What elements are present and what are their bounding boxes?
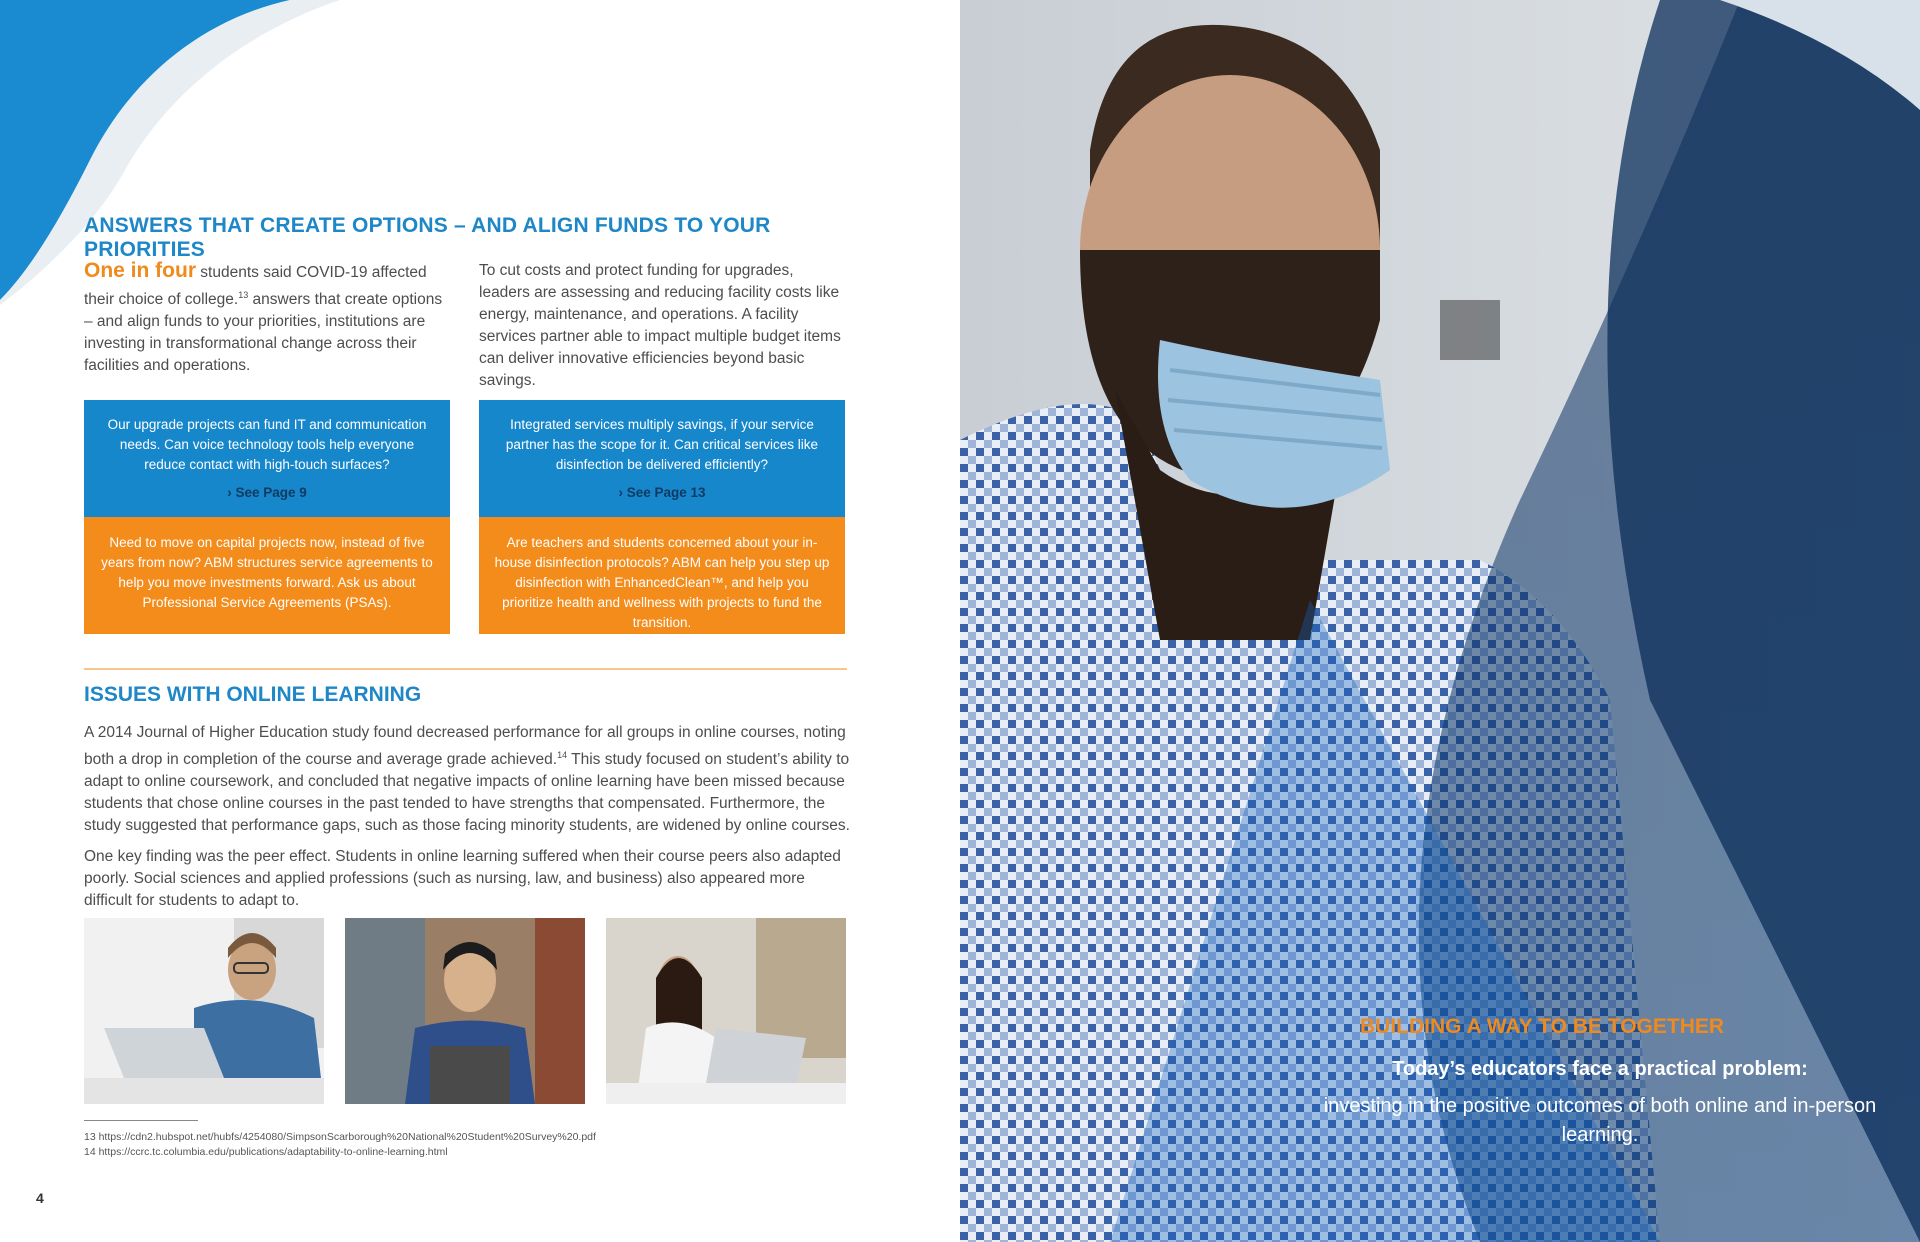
see-page-9-link[interactable]: › See Page 9 [227, 485, 307, 500]
hero-photo-masked-man [960, 0, 1920, 1242]
online-learning-paragraph-2: One key finding was the peer effect. Students in online learning suffered when their course peers also adapted poorly. Social sciences and applied professions (such as nursing, law, and business) also appeared more difficult for students to adapt to. [84, 848, 841, 909]
right-page-hero [960, 0, 1920, 1242]
intro-column-2: To cut costs and protect funding for upgrades, leaders are assessing and reducing facility costs like energy, maintenance, and operations. A facility services partner able to impact multiple budget items can deliver innovative efficiencies beyond basic savings. [479, 262, 841, 389]
online-learning-paragraph-1: A 2014 Journal of Higher Education study found decreased performance for all groups in online courses, noting both a drop in completion of the course and average grade achieved.$^{14}$ This study focused on student’s ability to adapt to online coursework, and concluded that negative impacts of online learning have been missed because students that chose online courses in the past tended to have strengths that compensated. Furthermore, the study suggested that performance gaps, such as those facing minority students, are widened by online courses. [84, 724, 850, 835]
heading-online-learning: ISSUES WITH ONLINE LEARNING [84, 683, 422, 706]
photo-woman-laptop [606, 918, 846, 1104]
heading-answers: ANSWERS THAT CREATE OPTIONS – AND ALIGN FUNDS TO YOUR PRIORITIES [84, 214, 771, 261]
callout-box-it: Our upgrade projects can fund IT and communication needs. Can voice technology tools help everyone reduce contact with high-touch surfaces? › See Page 9 [84, 400, 450, 517]
hero-kicker: BUILDING A WAY TO BE TOGETHER [1360, 1015, 1725, 1038]
intro-column-1: One in four students said COVID-19 affected their choice of college.$^{13}$ answers that create options – and align funds to your priorities, institutions are investing in transformational change across their facilities and operations. [84, 259, 443, 375]
callout-box-disinfection: Are teachers and students concerned about your in-house disinfection protocols? ABM can help you step up disinfection with EnhancedClean™, and help you prioritize health and wellness with projects to fund the transition. [479, 517, 845, 634]
callout-box-capital: Need to move on capital projects now, instead of five years from now? ABM structures service agreements to help you move investments forward. Ask us about Professional Service Agreements (PSAs). [84, 517, 450, 634]
photo-student-smiling [345, 918, 585, 1104]
footnote-14[interactable]: 14 https://ccrc.tc.columbia.edu/publications/adaptability-to-online-learning.html [84, 1146, 448, 1158]
footnote-divider [84, 1120, 198, 1121]
see-page-13-link[interactable]: › See Page 13 [618, 485, 706, 500]
hero-subtext: investing in the positive outcomes of both online and in-person learning. [1323, 1095, 1877, 1146]
chevron-right-icon: › [227, 485, 232, 500]
page-number: 4 [36, 1190, 44, 1206]
photo-man-laptop [84, 918, 324, 1104]
one-in-four-lead: One in four [84, 259, 196, 282]
hero-lead: Today’s educators face a practical problem: [1392, 1058, 1808, 1080]
chevron-right-icon: › [618, 485, 623, 500]
footnote-13[interactable]: 13 https://cdn2.hubspot.net/hubfs/4254080/SimpsonScarborough%20National%20Student%20Survey%20.pdf [84, 1131, 596, 1143]
callout-box-integrated: Integrated services multiply savings, if your service partner has the scope for it. Can critical services like disinfection be delivered efficiently? › See Page 13 [479, 400, 845, 517]
section-divider [84, 668, 847, 670]
